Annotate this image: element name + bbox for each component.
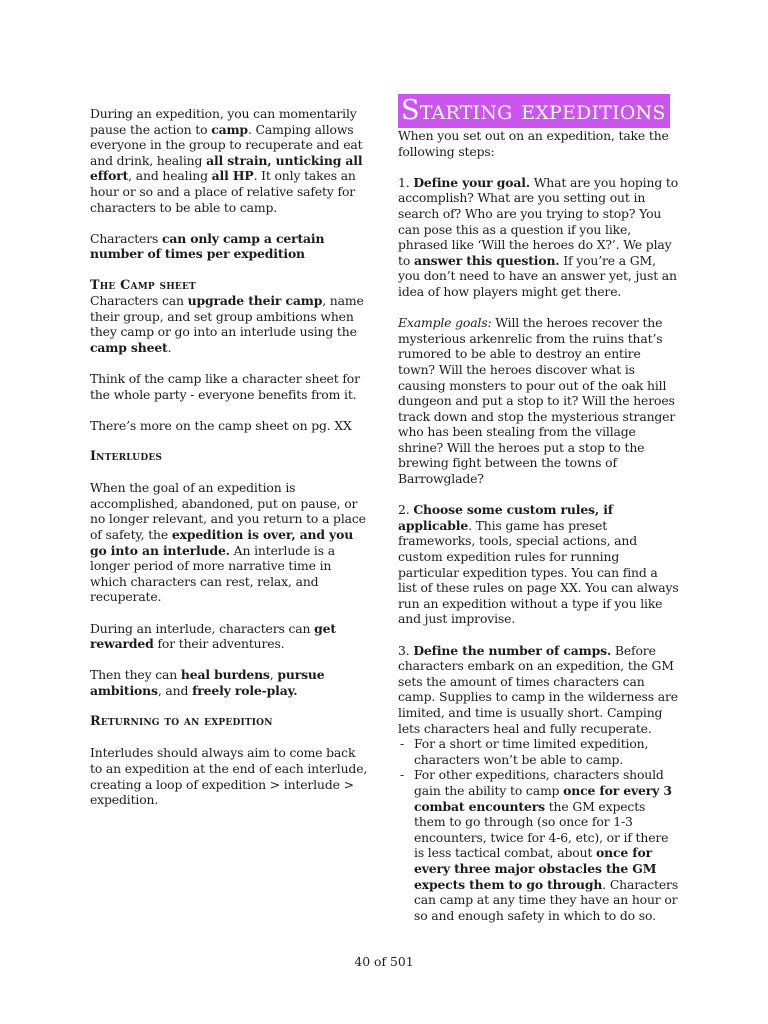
bold-text: ,	[594, 502, 604, 518]
bold-text: heal burdens	[180, 667, 270, 683]
bold-text: once for every 3 combat encounters	[414, 782, 672, 814]
camp-rules-list	[398, 736, 680, 923]
text-run: Then they can	[90, 667, 181, 683]
bold-text: once for every three major obstacles the GM expects them to go through	[414, 845, 657, 892]
interludes-paragraph	[90, 480, 370, 605]
interludes-then-paragraph	[90, 667, 370, 698]
camp-sheet-think-paragraph: Think of the camp like a character sheet for the whole party - everyone benefits from it.	[90, 371, 360, 402]
text-run: for their adventures.	[153, 636, 285, 652]
steps-intro-paragraph: When you set out on an expedition, take the following steps:	[398, 128, 669, 159]
returning-paragraph: Interludes should always aim to come back to an expedition at the end of each interlude, creating a loop of expedition > interlude > expedition.	[90, 745, 368, 808]
italic-text: Example goals:	[398, 315, 492, 331]
bold-text: get rewarded	[90, 620, 336, 652]
camp-limit-paragraph	[90, 231, 370, 262]
text-run: , name their group, and set group ambitions when they camp or go into an interlude using the	[90, 293, 364, 340]
bold-text: camp sheet	[90, 339, 168, 355]
step-1-paragraph	[398, 175, 680, 300]
list-item: - For a short or time limited expedition, characters won’t be able to camp.	[414, 736, 680, 767]
text-run: Before characters embark on an expedition, the GM sets the amount of times characters can camp. Supplies to camp in the wilderness are limited, and time is usually short. Camping lets characters heal and fully recuperate.	[398, 642, 678, 736]
camp-sheet-heading: The Camp sheet	[90, 277, 196, 293]
text-run: .	[167, 339, 172, 355]
step-number: 1.	[398, 174, 414, 190]
returning-heading: Returning to an expedition	[90, 714, 273, 730]
camp-sheet-paragraph	[90, 293, 370, 355]
text-run: . It only takes an hour or so and a place of relative safety for characters to be able to camp.	[90, 168, 356, 215]
step-2-paragraph	[398, 502, 680, 627]
step-number: 3.	[398, 642, 414, 658]
bold-text: if applicable	[398, 502, 613, 533]
bold-text: upgrade their camp	[187, 293, 323, 309]
section-title: Starting expeditions	[398, 94, 670, 128]
example-goals-paragraph	[398, 315, 680, 487]
text-run: During an interlude, characters can	[90, 620, 315, 636]
text-run: . Camping allows everyone in the group to recuperate and eat and drink, healing	[90, 121, 363, 168]
text-run: . This game has preset frameworks, tools, special actions, and custom expedition rules for running particular expedition types. You can find a list of these rules on page XX. You can always run an expedition without a type if you like and just improvise.	[398, 517, 679, 627]
page-number: 40 of 501	[354, 954, 414, 969]
bold-text: all strain, unticking all effort	[90, 152, 363, 184]
bold-text: can only camp a certain number of times per expedition	[90, 230, 325, 262]
text-run: What are you hoping to accomplish? What are you setting out in search of? Who are you trying to stop? You can pose this as a question if you like, phrased like ‘Will the heroes do X?’. We play to	[398, 174, 679, 268]
step-number: 2.	[398, 502, 414, 518]
bold-text: Define the number of camps.	[413, 642, 612, 658]
text-run: , and healing	[128, 168, 212, 184]
interludes-heading: Interludes	[90, 449, 163, 465]
bold-text: expedition is over, and you go into an interlude.	[90, 527, 354, 558]
text-run: , and	[157, 682, 193, 698]
bold-text: Choose some custom rules	[413, 502, 595, 518]
camp-intro-paragraph	[90, 106, 370, 215]
bold-text: answer this question.	[413, 252, 560, 268]
text-run: ,	[269, 667, 278, 683]
text-run: If you’re a GM, you don’t need to have an answer yet, just an idea of how players might get there.	[398, 252, 677, 299]
bold-text: pursue ambitions	[90, 667, 325, 698]
bold-text: camp	[211, 121, 248, 137]
step-3-paragraph	[398, 643, 680, 737]
bold-text: Define your goal.	[413, 174, 530, 190]
text-run: Will the heroes recover the mysterious arkenrelic from the ruins that’s rumored to be able to destroy an entire town? Will the heroes discover what is causing monsters to pour out of the oak hill dungeon and put a stop to it? Will the heroes track down and stop the mysterious stranger who has been stealing from the village shrine? Will the heroes put a stop to the brewing fight between the towns of Barrowglade?	[398, 315, 676, 487]
text-run: When the goal of an expedition is accomplished, abandoned, put on pause, or no longer relevant, and you return to a place of safety, the	[90, 480, 366, 543]
right-column	[398, 0, 680, 923]
left-column	[90, 0, 370, 808]
camp-sheet-more-paragraph: There’s more on the camp sheet on pg. XX	[90, 417, 352, 433]
text-run: During an expedition, you can momentarily pause the action to	[90, 106, 357, 137]
text-run: Characters	[90, 230, 162, 246]
text-run: . Characters can camp at any time they have an hour or so and enough safety in which to do so.	[414, 876, 679, 923]
bold-text: freely role-play.	[192, 682, 298, 698]
text-run: An interlude is a longer period of more narrative time in which characters can rest, relax, and recuperate.	[90, 542, 335, 605]
text-run: For other expeditions, characters should gain the ability to camp	[414, 767, 664, 798]
list-item	[414, 767, 680, 923]
text-run: Characters can	[90, 293, 188, 309]
bold-text: all HP	[211, 168, 254, 184]
interludes-reward-paragraph	[90, 621, 370, 652]
text-run: the GM expects them to go through (so once for 1-3 encounters, twice for 4-6, etc), or if there is less tactical combat, about	[414, 798, 669, 861]
